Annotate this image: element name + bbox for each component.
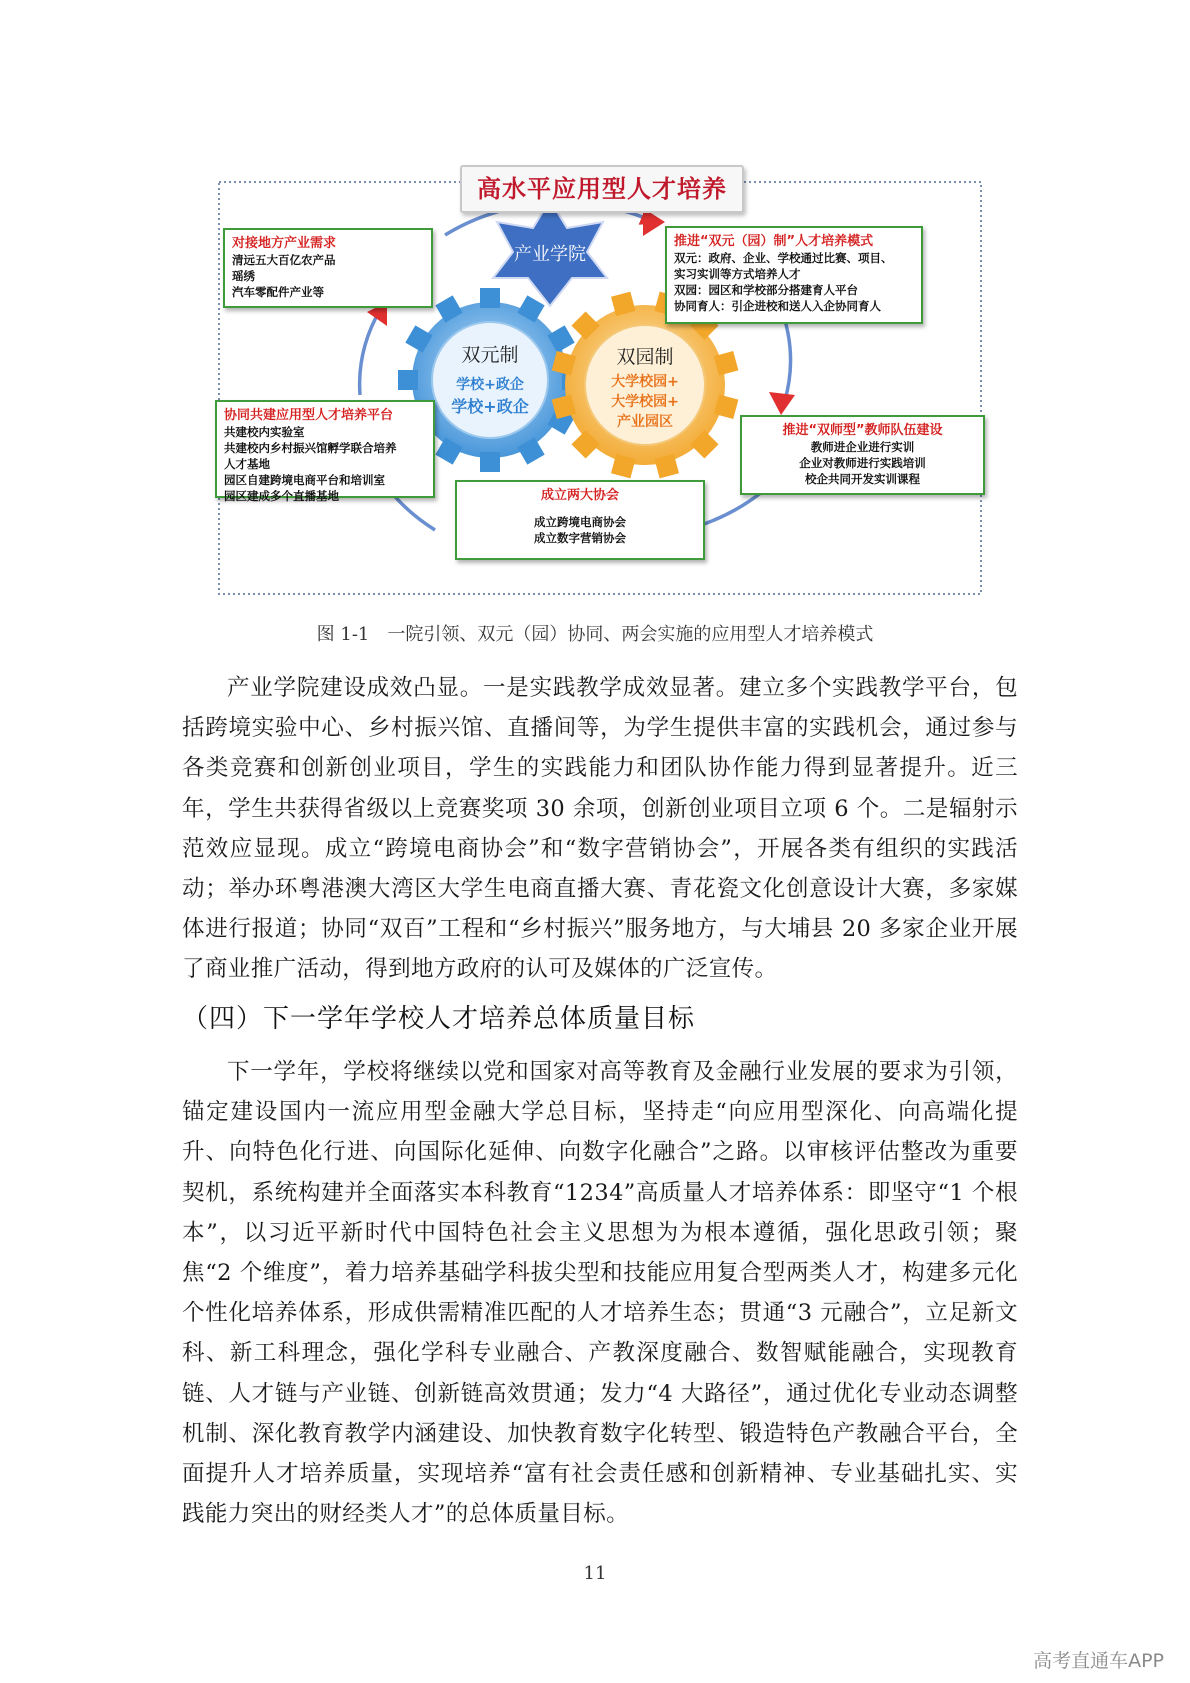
box-line: 人才基地 bbox=[224, 457, 270, 471]
box-line: 校企共同开发实训课程 bbox=[805, 472, 920, 486]
box-line: 实习实训等方式培养人才 bbox=[674, 267, 801, 281]
box-line: 成立跨境电商协会 bbox=[534, 515, 626, 529]
box-line: 共建校内乡村振兴馆孵学联合培养 bbox=[224, 441, 397, 455]
box-line: 汽车零配件产业等 bbox=[232, 285, 324, 299]
box-dual-system-model bbox=[665, 226, 923, 324]
left-gear-title: 双元制 bbox=[461, 344, 519, 366]
box-title: 成立两大协会 bbox=[540, 488, 619, 503]
box-line: 协同育人：引企进校和送人入企协同育人 bbox=[674, 299, 881, 313]
right-gear-line: 大学校园+ bbox=[611, 374, 679, 390]
left-gear-line: 学校+政企 bbox=[456, 377, 524, 393]
left-gear-line: 学校+政企 bbox=[451, 397, 529, 416]
right-gear-title: 双园制 bbox=[616, 346, 674, 368]
watermark: 高考直通车APP bbox=[1033, 1650, 1164, 1672]
box-line: 瑶绣 bbox=[232, 269, 255, 283]
box-title: 推进“双师型”教师队伍建设 bbox=[782, 423, 943, 438]
box-training-platform bbox=[215, 400, 435, 503]
paragraph-quality-goals: 下一学年，学校将继续以党和国家对高等教育及金融行业发展的要求为引领，锚定建设国内一流应用型金融大学总目标，坚持走“向应用型深化、向高端化提升、向特色化行进、向国际化延伸、向数字化融合”之路。以审核评估整改为重要契机，系统构建并全面落实本科教育“1234”高质量人才培养体系：即坚守“1 个根本”，以习近平新时代中国特色社会主义思想为为根本遵循，强化思政引领；聚焦“2 个维度”，着力培养基础学科拔尖型和技能应用复合型两类人才，构建多元化个性化培养体系，形成供需精准匹配的人才培养生态；贯通“3 元融合”，立足新文科、新工科理念，强化学科专业融合、产教深度融合、数智赋能融合，实现教育链、人才链与产业链、创新链高效贯通；发力“4 大路径”，通过优化专业动态调整机制、深化教育教学内涵建设、加快教育数字化转型、锻造特色产教融合平台，全面提升人才培养质量，实现培养“富有社会责任感和创新精神、专业基础扎实、实践能力突出的财经类人才”的总体质量目标。 bbox=[182, 1059, 1018, 1528]
box-line: 清远五大百亿农产品 bbox=[232, 253, 336, 267]
figure-caption: 图 1-1 一院引领、双元（园）协同、两会实施的应用型人才培养模式 bbox=[316, 624, 874, 645]
box-title: 对接地方产业需求 bbox=[232, 236, 337, 251]
box-line: 教师进企业进行实训 bbox=[810, 440, 915, 454]
page-number: 11 bbox=[583, 1563, 607, 1584]
box-line: 园区自建跨境电商平台和培训室 bbox=[224, 473, 385, 487]
box-line: 成立数字营销协会 bbox=[534, 531, 626, 545]
box-industry-demand bbox=[223, 228, 433, 308]
box-dual-teacher bbox=[740, 415, 985, 495]
right-gear-line: 大学校园+ bbox=[611, 394, 679, 410]
section-heading: （四）下一学年学校人才培养总体质量目标 bbox=[182, 1004, 696, 1034]
figure-diagram bbox=[215, 160, 985, 600]
box-line: 园区建成多个直播基地 bbox=[224, 489, 339, 503]
box-line: 双园：园区和学校部分搭建育人平台 bbox=[674, 283, 858, 297]
box-title: 推进“双元（园）制”人才培养模式 bbox=[674, 234, 874, 249]
paragraph-industry-college: 产业学院建设成效凸显。一是实践教学成效显著。建立多个实践教学平台，包括跨境实验中心、乡村振兴馆、直播间等，为学生提供丰富的实践机会，通过参与各类竞赛和创新创业项目，学生的实践能力和团队协作能力得到显著提升。近三年，学生共获得省级以上竞赛奖项 30 余项，创新创业项目立项 6 个。二是辐射示范效应显现。成立“跨境电商协会”和“数字营销协会”，开展各类有组织的实践活动；举办环粤港澳大湾区大学生电商直播大赛、青花瓷文化创意设计大赛，多家媒体进行报道；协同“双百”工程和“乡村振兴”服务地方，与大埔县 20 多家企业开展了商业推广活动，得到地方政府的认可及媒体的广泛宣传。 bbox=[182, 675, 1018, 983]
right-gear-line: 产业园区 bbox=[617, 414, 673, 430]
box-line: 双元：政府、企业、学校通过比赛、项目、 bbox=[674, 251, 893, 265]
star-label: 产业学院 bbox=[514, 244, 586, 265]
box-title: 协同共建应用型人才培养平台 bbox=[224, 408, 394, 423]
right-gear-lines bbox=[585, 372, 705, 432]
box-line: 企业对教师进行实践培训 bbox=[799, 456, 926, 470]
diagram-title: 高水平应用型人才培养 bbox=[460, 165, 744, 213]
left-gear-lines bbox=[430, 374, 550, 418]
box-line: 共建校内实验室 bbox=[224, 425, 305, 439]
box-two-associations bbox=[455, 480, 705, 560]
